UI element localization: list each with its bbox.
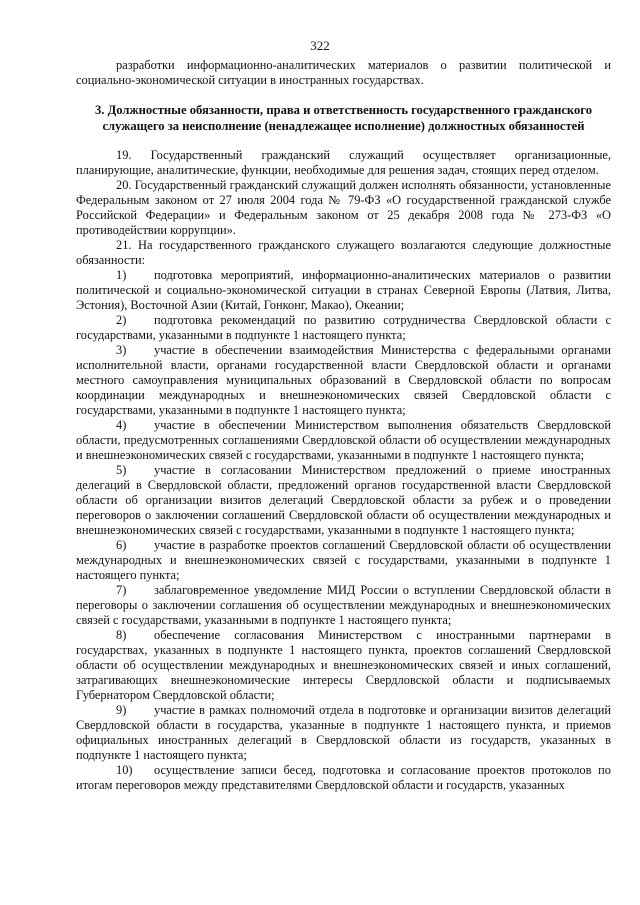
intro-continuation: разработки информационно-аналитических материалов о развитии политической и социально-экономической ситуации в иностранных государствах. — [76, 58, 611, 87]
duty-number: 4) — [116, 418, 127, 432]
duty-number: 6) — [116, 538, 127, 552]
duty-item-9 — [76, 703, 611, 763]
duty-text: участие в обеспечении взаимодействия Министерства с федеральными органами исполнительной власти, органами государственной власти Свердловской области и органами местного самоуправления муниципальных образований в Свердловской области по вопросам координации международных и внешнеэкономических связей Свердловской области с государствами, указанными в подпункте 1 настоящего пункта; — [76, 343, 611, 417]
duty-number: 2) — [116, 313, 127, 327]
duty-number: 5) — [116, 463, 127, 477]
duty-number: 1) — [116, 268, 127, 282]
duty-item-1 — [76, 268, 611, 313]
duty-text: обеспечение согласования Министерством с иностранными партнерами в государствах, указанных в подпункте 1 настоящего пункта, проектов соглашений Свердловской области об осуществлении международных и внешнеэкономических связей и иных соглашений, затрагивающих внешнеэкономические интересы Свердловской области и подписываемых Губернатором Свердловской области; — [76, 628, 611, 702]
document-body — [76, 58, 611, 793]
duty-number: 8) — [116, 628, 127, 642]
section-heading: 3. Должностные обязанности, права и ответственность государственного гражданского служащего за неисполнение (ненадлежащее исполнение) должностных обязанностей — [94, 103, 593, 133]
duty-item-6 — [76, 538, 611, 583]
duty-text: участие в разработке проектов соглашений Свердловской области об осуществлении международных и внешнеэкономических связей с государствами, указанными в подпункте 1 настоящего пункта; — [76, 538, 611, 582]
duty-item-3 — [76, 343, 611, 418]
duty-text: участие в согласовании Министерством предложений о приеме иностранных делегаций в Свердловской области, предложений органов государственной власти Свердловской области об организации визитов делегаций Свердловской области за рубеж и о проведении переговоров о заключении соглашений Свердловской области об осуществлении международных и внешнеэкономических связей с государствами, указанными в подпункте 1 настоящего пункта; — [76, 463, 611, 537]
paragraph-21: 21. На государственного гражданского служащего возлагаются следующие должностные обязанности: — [76, 238, 611, 267]
duty-number: 7) — [116, 583, 127, 597]
duty-number: 3) — [116, 343, 127, 357]
duty-item-2 — [76, 313, 611, 343]
page-number: 322 — [310, 38, 330, 53]
duty-text: участие в рамках полномочий отдела в подготовке и организации визитов делегаций Свердловской области в государства, указанные в подпункте 1 настоящего пункта, и приемов официальных иностранных делегаций в Свердловской области из государств, указанных в подпункте 1 настоящего пункта; — [76, 703, 611, 762]
paragraph-20: 20. Государственный гражданский служащий должен исполнять обязанности, установленные Федеральным законом от 27 июля 2004 года № 79-ФЗ «О государственной гражданской службе Российской Федерации» и Федеральным законом от 25 декабря 2008 года № 273-ФЗ «О противодействии коррупции». — [76, 178, 611, 237]
duty-item-7 — [76, 583, 611, 628]
duty-text: осуществление записи бесед, подготовка и согласование проектов протоколов по итогам переговоров между представителями Свердловской области и государств, указанных — [76, 763, 611, 792]
duty-item-8 — [76, 628, 611, 703]
duty-text: заблаговременное уведомление МИД России о вступлении Свердловской области в переговоры о заключении соглашения об осуществлении международных и внешнеэкономических связей с государствами, указанными в подпункте 1 настоящего пункта; — [76, 583, 611, 627]
duty-number: 10) — [116, 763, 133, 777]
duty-text: подготовка мероприятий, информационно-аналитических материалов о развитии политической и социально-экономической ситуации в странах Северной Европы (Латвия, Литва, Эстония), Восточной Азии (Китай, Гонконг, Макао), Океании; — [76, 268, 611, 312]
duty-item-4 — [76, 418, 611, 463]
duty-number: 9) — [116, 703, 127, 717]
duties-list — [76, 268, 611, 793]
duty-text: подготовка рекомендаций по развитию сотрудничества Свердловской области с государствами, указанными в подпункте 1 настоящего пункта; — [76, 313, 611, 342]
duty-text: участие в обеспечении Министерством выполнения обязательств Свердловской области, предусмотренных соглашениями Свердловской области об осуществлении международных и внешнеэкономических связей с государствами, указанными в подпункте 1 настоящего пункта; — [76, 418, 611, 462]
duty-item-10 — [76, 763, 611, 793]
paragraph-19: 19. Государственный гражданский служащий осуществляет организационные, планирующие, аналитические, функции, необходимые для решения задач, стоящих перед отделом. — [76, 148, 611, 177]
duty-item-5 — [76, 463, 611, 538]
